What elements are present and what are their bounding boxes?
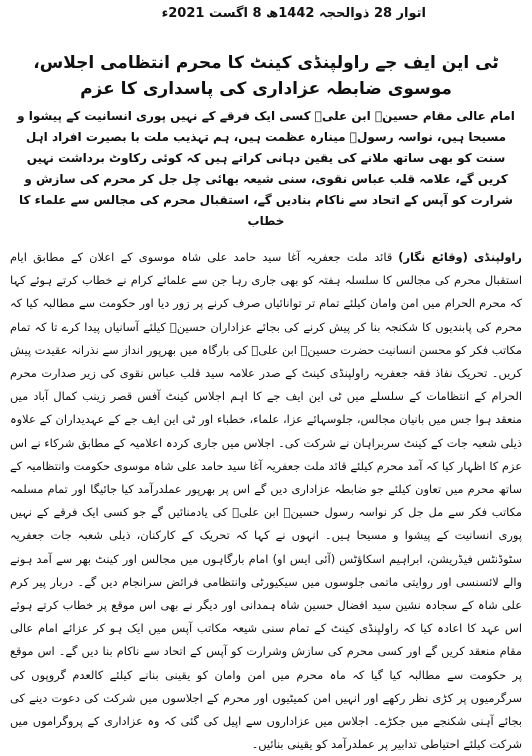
dateline-source: (وقائع نگار) bbox=[398, 250, 468, 264]
dateline-place: راولپنڈی bbox=[473, 250, 522, 264]
article-body-text: قائد ملت جعفریہ آغا سید حامد علی شاہ موسوی کے اعلان کے مطابق ایام استقبال محرم کی مجالس کا سلسلہ ہفتہ کو بھی جاری رہا جن سے علمائے کرام نے خطاب کرتے ہوئے کہا کہ محرم الحرام میں امن وامان کیلئے تمام تر توانائیاں صرف کرنے پر زور دیا اور حکومت سے مطالبہ کیا کہ محرم کی پابندیوں کا شکنجہ بنا کر پیش کرنے کی بجائے عزاداران حسینؑ کیلئے آسانیاں پیدا کرے تا کہ تمام مکاتب فکر کو محسن انسانیت حضرت حسینؓ ابن علیؓ کی بارگاہ میں بھرپور انداز سے نذرانہ عقیدت پیش کریں۔ تحریک نفاذ فقہ جعفریہ راولپنڈی کینٹ کے صدر علامہ سید قلب عباس نقوی کی زیر صدارت محرم الحرام کے انتظامات کے سلسلے میں ٹی این ایف جے کا اہم اجلاس کینٹ آفس قصر زینب کمال آباد میں منعقد ہوا جس میں بانیان مجالس، جلوسہائے عزا، علماء، خطباء اور ٹی این ایف جے کے عہدیداران کے علاوہ ذیلی شعبہ جات کے کینٹ سربراہان نے شرکت کی۔ اجلاس میں جاری کردہ اعلامیہ کے مطابق شرکاء نے اس عزم کا اظہار کیا کہ آمد محرم کیلئے قائد ملت جعفریہ آغا سید حامد علی شاہ موسوی حکومت وانتظامیہ کے ساتھ محرم میں تعاون کیلئے جو ضابطہ عزاداری دیں گے اس پر بھرپور عملدرآمد کیا جائیگا اور تمام مسلمہ مکاتب فکر سے مل جل کر نواسہ رسول حسینؓ ابن علیؓ کی یادمنائیں گے جو کسی ایک فرقے کے نہیں پوری انسانیت کے پیشوا و مسیحا ہیں۔ انہوں نے کہا کہ تحریک کے کارکنان، ذیلی شعبہ جات جعفریہ سٹوڈنٹس فیڈریشن، ابراہیم اسکاؤٹس (آئی ایس او) امام بارگاہوں میں مجالس اور کینٹ بھر سے آمد ہونے والے لائسنسی اور روایتی ماتمی جلوسوں میں سیکیورٹی وانتظامی فرائض سرانجام دیں گے۔ دربار پیر کرم علی شاہ کے سجادہ نشین سید افضال حسین شاہ ہمدانی اور دیگر نے بھی اس موقع پر خطاب کرتے ہوئے اس عہد کا اعادہ کیا کہ راولپنڈی کینٹ کے تمام سنی شیعہ مکاتب آپس میں ایک ہو کر عزائے امام عالی مقام منعقد کریں گے اور کسی محرم کی سازش وشرارت کو آپس کے اتحاد سے ناکام بنا دیں گے۔ اس موقع پر حکومت سے مطالبہ کیا گیا کہ ماہ محرم میں امن وامان کو یقینی بنانے کیلئے کالعدم گروپوں کی سرگرمیوں پر کڑی نظر رکھے اور انہیں امن کمیٹیوں اور محرم کے اجلاسوں میں شرکت کی دعوت دینے کی بجائے آہنی شکنجے میں جکڑے۔ اجلاس میں عزاداروں سے اپیل کی گئی کہ وہ عزاداری کے پروگراموں میں شرکت کیلئے احتیاطی تدابیر پر عملدرآمد کو یقینی بنائیں۔ bbox=[10, 250, 522, 752]
article-subheadline: امام عالی مقام حسینؓ ابن علیؓ کسی ایک فرقے کے نہیں پوری انسانیت کے پیشوا و مسیحا ہیں، نواسہ رسولؐ مینارہ عظمت ہیں، ہم تہذیب ملت با بصیرت افراد اہل سنت کو بھی ساتھ ملانے کی یقین دہانی کراتے ہیں کہ کوئی رکاوٹ برداشت نہیں کریں گے، علامہ قلب عباس نقوی، سنی شیعہ بھائی چل جل کر محرم کی سازش و شرارت کو آپس کے اتحاد سے ناکام بنادیں گے، استقبال محرم کی مجالس سے علماء کا خطاب bbox=[17, 109, 515, 228]
article-headline: ٹی این ایف جے راولپنڈی کینٹ کا محرم انتظامی اجلاس، موسوی ضابطہ عزاداری کی پاسداری کا عزم bbox=[33, 53, 499, 99]
publication-date: اتوار 28 ذوالحجہ 1442ھ 8 اگست 2021ء bbox=[161, 6, 426, 21]
article-body-paragraph bbox=[10, 246, 522, 756]
